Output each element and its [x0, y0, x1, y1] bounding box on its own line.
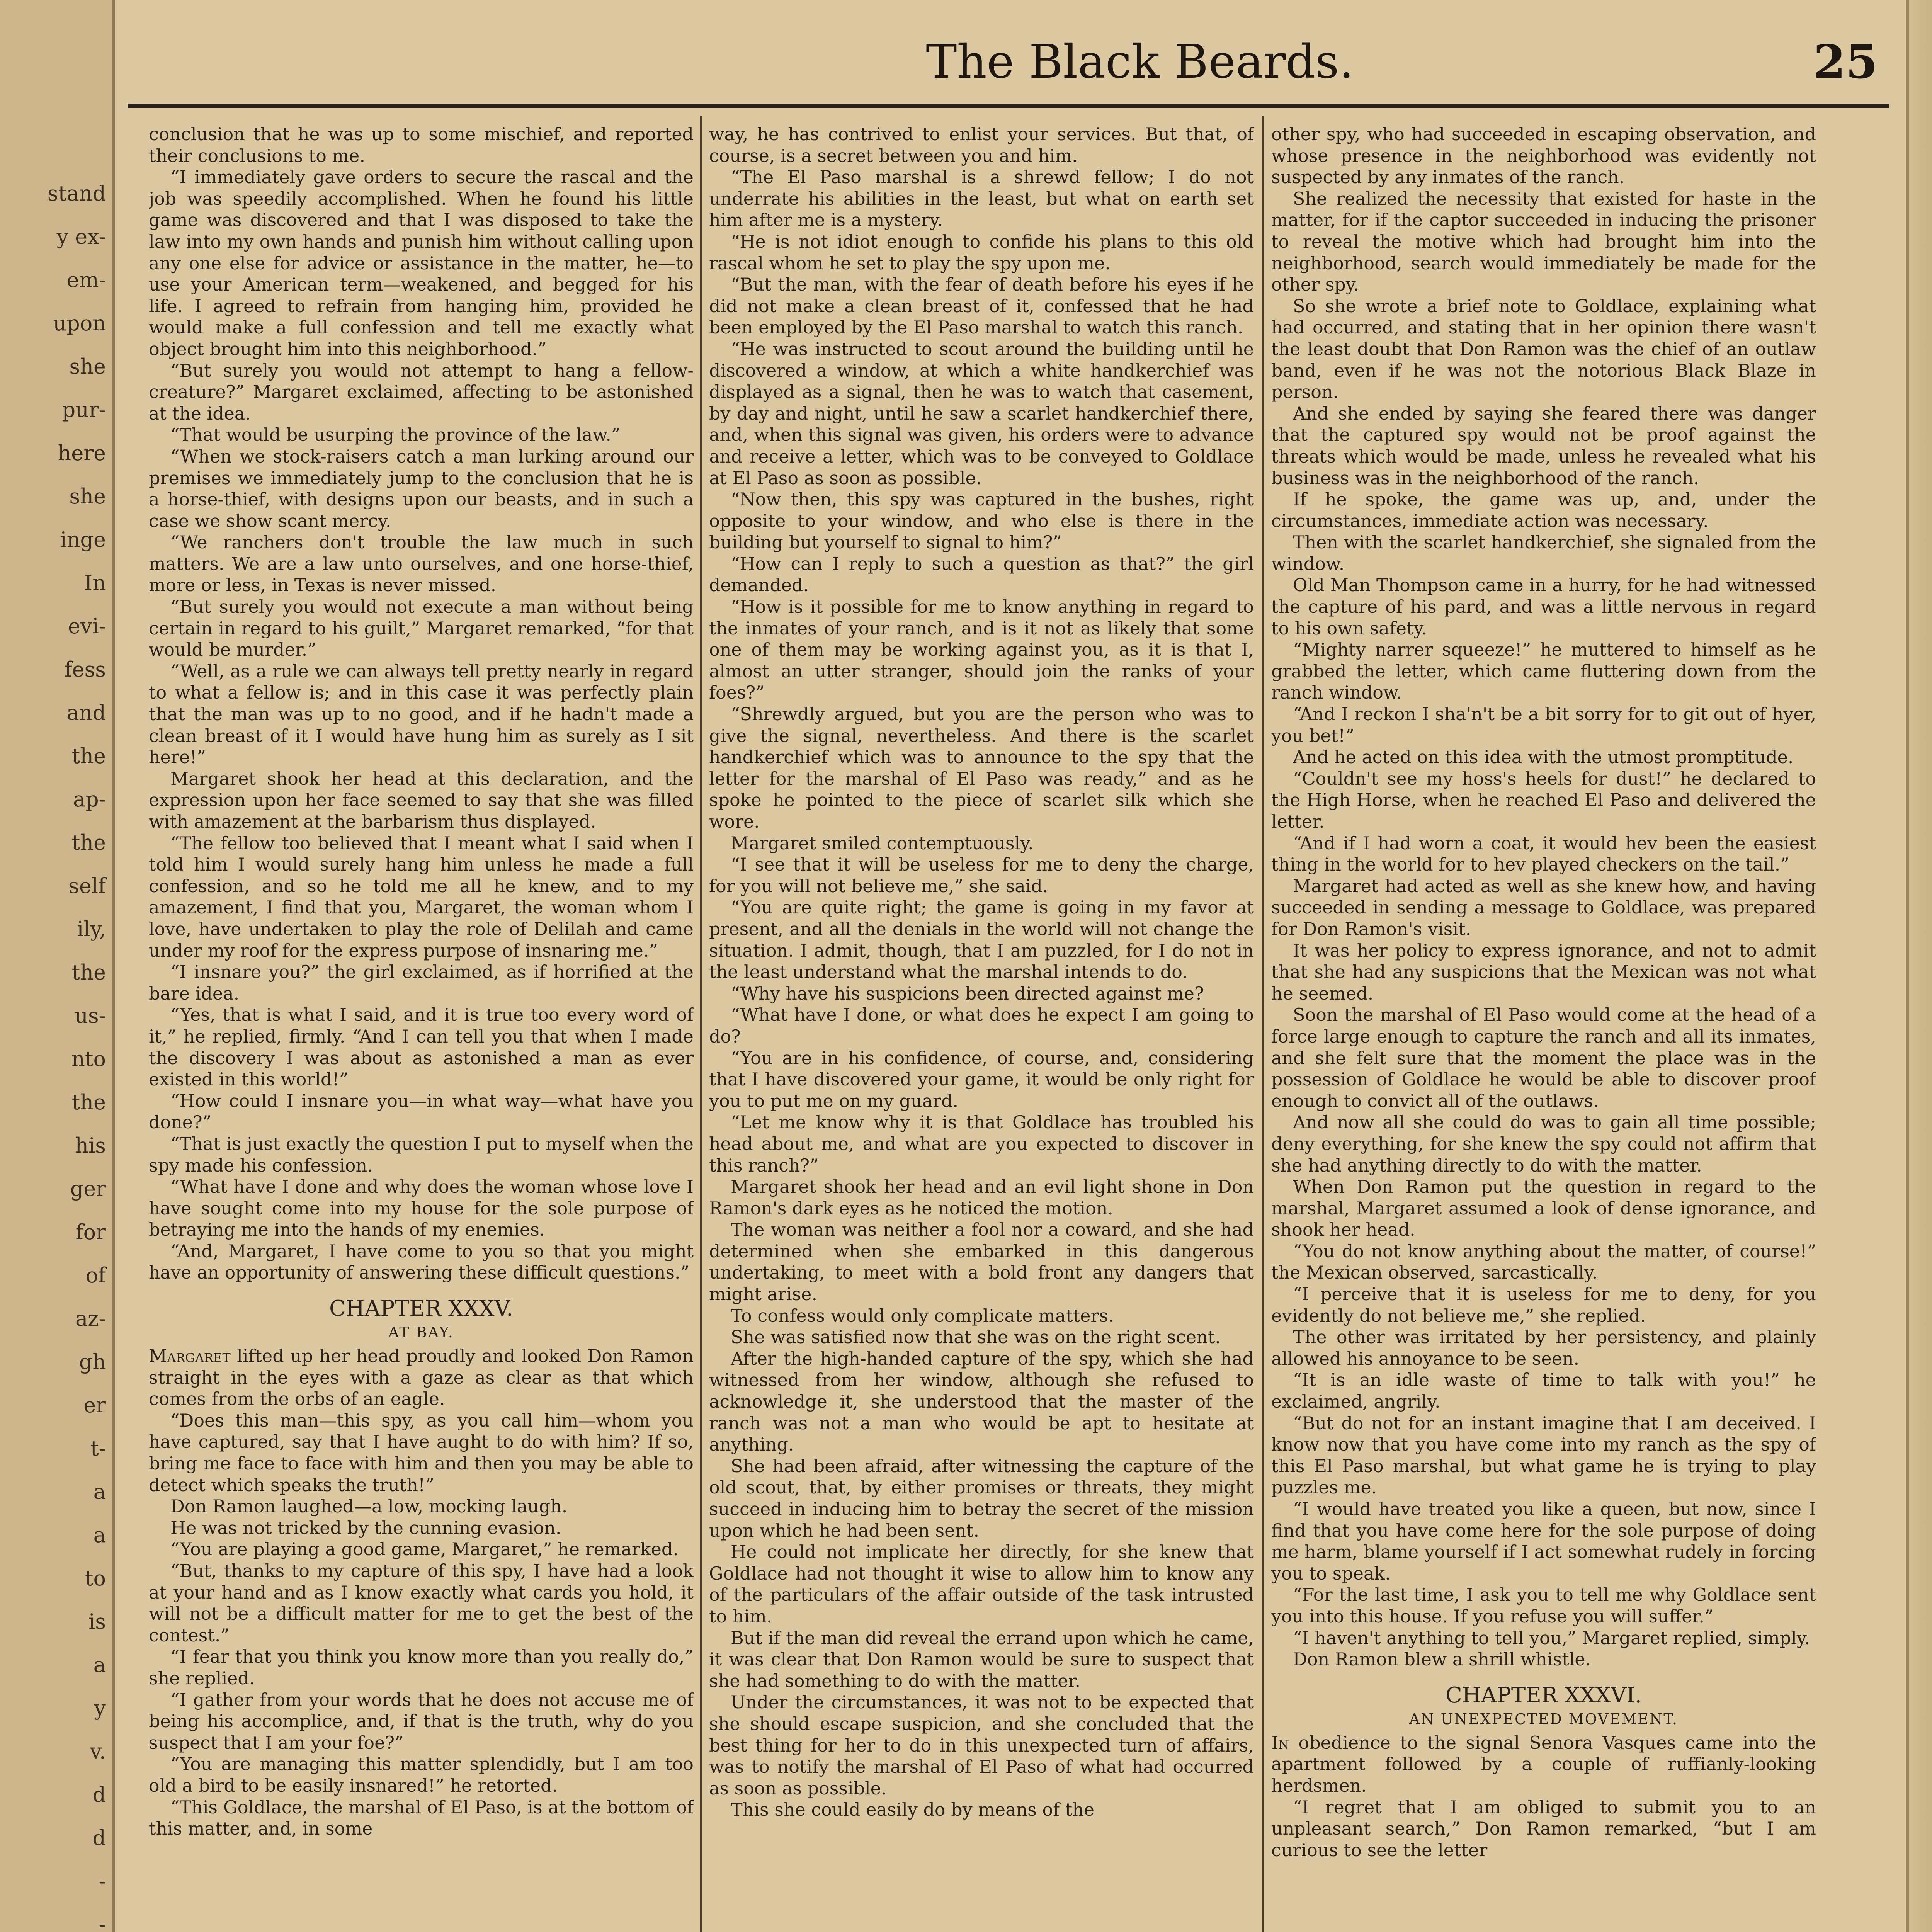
paragraph: “Now then, this spy was captured in the bushes, right opposite to your window, and who else is there in the building but yourself to signal to him?” [709, 489, 1254, 553]
adjacent-page-text-fragment: em- [66, 268, 106, 292]
chapter-subheading: AN UNEXPECTED MOVEMENT. [1409, 1710, 1679, 1728]
header-rule [128, 104, 1889, 108]
paragraph: “How could I insnare you—in what way—what have you done?” [149, 1090, 694, 1133]
paragraph: “Yes, that is what I said, and it is true too every word of it,” he replied, firmly. “And I can tell you that when I made the discovery I was about as astonished a man as ever existed in this world!” [149, 1004, 694, 1090]
adjacent-page-text-fragment: pur- [62, 398, 106, 422]
adjacent-page-text-fragment: a [93, 1653, 106, 1677]
adjacent-page-text-fragment: ger [70, 1177, 106, 1201]
paragraph: “I perceive that it is useless for me to deny, for you evidently do not believe me,” she replied. [1271, 1284, 1816, 1326]
adjacent-page-text-fragment: - [99, 1869, 106, 1893]
paragraph: “When we stock-raisers catch a man lurking around our premises we immediately jump to the conclusion that he is a horse-thief, with designs upon our beasts, and in such a case we show scant mercy. [149, 446, 694, 531]
adjacent-page-text-fragment: d [92, 1782, 106, 1807]
paragraph: “But, thanks to my capture of this spy, I have had a look at your hand and as I know exactly what cards you hold, it will not be a difficult matter for me to get the best of the contest.” [149, 1560, 694, 1646]
adjacent-page-text-fragment: ily, [77, 917, 106, 941]
paragraph: “That would be usurping the province of the law.” [170, 424, 621, 446]
adjacent-page-text-fragment: v. [90, 1739, 106, 1764]
paragraph: way, he has contrived to enlist your services. But that, of course, is a secret between you and him. [709, 124, 1254, 166]
adjacent-page-text-fragment: evi- [68, 614, 106, 638]
adjacent-page-text-fragment: - [99, 1912, 106, 1932]
paragraph: And he acted on this idea with the utmost promptitude. [1293, 747, 1794, 768]
adjacent-page-text-fragment: nto [71, 1047, 106, 1071]
adjacent-page-text-fragment: the [71, 960, 106, 985]
paragraph: Margaret shook her head at this declaration, and the expression upon her face seemed to say that she was filled with amazement at the barbarism thus displayed. [149, 768, 694, 832]
paragraph: She realized the necessity that existed for haste in the matter, for if the captor succeeded in inducing the prisoner to reveal the motive which had brought him into the neighborhood, search would immediately be made for the other spy. [1271, 188, 1816, 295]
paragraph: “I would have treated you like a queen, but now, since I find that you have come here for the sole purpose of doing me harm, blame yourself if I act somewhat rudely in forcing you to speak. [1271, 1498, 1816, 1584]
paragraph: If he spoke, the game was up, and, under the circumstances, immediate action was necessary. [1271, 489, 1816, 531]
paragraph: “This Goldlace, the marshal of El Paso, is at the bottom of this matter, and, in some [149, 1796, 694, 1839]
adjacent-page-text-fragment: a [93, 1480, 106, 1504]
paragraph: “For the last time, I ask you to tell me why Goldlace sent you into this house. If you refuse you will suffer.” [1271, 1584, 1816, 1627]
chapter-36-paragraphs [1271, 1732, 1816, 1861]
chapter-35-paragraphs [149, 1345, 694, 1840]
paragraph: To confess would only complicate matters. [731, 1305, 1114, 1326]
paragraph-text: lifted up her head proudly and looked Don Ramon straight in the eyes with a gaze as clear as that which comes from the orbs of an eagle. [149, 1345, 694, 1410]
paragraph: “What have I done and why does the woman whose love I have sought come into my house for the sole purpose of betraying me into the hands of my enemies. [149, 1176, 694, 1240]
column-1-paragraphs [149, 124, 694, 1284]
paragraph: Don Ramon blew a shrill whistle. [1293, 1649, 1591, 1670]
adjacent-page-text-fragment: inge [60, 527, 106, 552]
adjacent-page-text-fragment: self [68, 874, 106, 898]
adjacent-page-text-fragment: his [75, 1133, 106, 1158]
paragraph: “We ranchers don't trouble the law much in such matters. We are a law unto ourselves, and one horse-thief, more or less, in Texas is never missed. [149, 532, 694, 596]
paragraph: “You are playing a good game, Margaret,” he remarked. [170, 1539, 679, 1560]
paragraph: Margaret had acted as well as she knew how, and having succeeded in sending a message to Goldlace, was prepared for Don Ramon's visit. [1271, 875, 1816, 939]
paragraph: Soon the marshal of El Paso would come at the head of a force large enough to capture the ranch and all its inmates, and she felt sure that the moment the place was in the possession of Goldlace he would be able to discover proof enough to convict all of the outlaws. [1271, 1004, 1816, 1111]
paragraph: “You do not know anything about the matter, of course!” the Mexican observed, sarcastically. [1271, 1240, 1816, 1283]
adjacent-page-text-fragment: the [71, 1090, 106, 1114]
paragraph: It was her policy to express ignorance, and not to admit that she had any suspicions that the Mexican was not what he seemed. [1271, 940, 1816, 1004]
paragraph: Old Man Thompson came in a hurry, for he had witnessed the capture of his pard, and was a little nervous in regard to his own safety. [1271, 575, 1816, 639]
paragraph: “And I reckon I sha'n't be a bit sorry for to git out of hyer, you bet!” [1271, 704, 1816, 746]
chapter-lead-word: In [1271, 1732, 1289, 1753]
paragraph: “It is an idle waste of time to talk with you!” he exclaimed, angrily. [1271, 1369, 1816, 1412]
adjacent-page-text-fragment: us- [75, 1003, 106, 1028]
paragraph: “The fellow too believed that I meant what I said when I told him I would surely hang him unless he made a full confession, and so he told me all he knew, and to my amazement, I find that you, Margaret, the woman whom I love, have undertaken to play the role of Delilah and came under my roof for the express purpose of insnaring me.” [149, 832, 694, 961]
paragraph: “Why have his suspicions been directed against me? [731, 983, 1204, 1004]
paragraph: “He was instructed to scout around the building until he discovered a window, at which a white handkerchief was displayed as a signal, then he was to watch that casement, by day and night, until he saw a scarlet handkerchief there, and, when this signal was given, his orders were to advance and receive a letter, which was to be conveyed to Goldlace at El Paso as soon as possible. [709, 338, 1254, 488]
adjacent-page-edge [0, 0, 115, 1932]
adjacent-page-text-fragment: here [58, 441, 106, 465]
paragraph: “How can I reply to such a question as that?” the girl demanded. [709, 553, 1254, 596]
paragraph: She was satisfied now that she was on the right scent. [731, 1327, 1221, 1348]
text-column-3 [1271, 124, 1816, 1932]
paragraph: She had been afraid, after witnessing the capture of the old scout, that, by either promises or threats, they might succeed in inducing him to betray the secret of the mission upon which he had been sent. [709, 1455, 1254, 1541]
adjacent-page-text-fragment: ap- [73, 787, 106, 811]
adjacent-page-text-fragment: a [93, 1523, 106, 1547]
page-right-margin [1906, 0, 1932, 1932]
paragraph: “And, Margaret, I have come to you so that you might have an opportunity of answering these difficult questions.” [149, 1240, 694, 1283]
paragraph: Don Ramon laughed—a low, mocking laugh. [170, 1496, 568, 1517]
paragraph: “Let me know why it is that Goldlace has troubled his head about me, and what are you expected to discover in this ranch?” [709, 1112, 1254, 1176]
chapter-subheading: AT BAY. [388, 1324, 454, 1341]
adjacent-page-text-fragment: In [84, 571, 106, 595]
paragraph: When Don Ramon put the question in regard to the marshal, Margaret assumed a look of dense ignorance, and shook her head. [1271, 1176, 1816, 1240]
paragraph: “I regret that I am obliged to submit you to an unpleasant search,” Don Ramon remarked, “but I am curious to see the letter [1271, 1796, 1816, 1861]
paragraph: “I fear that you think you know more than you really do,” she replied. [149, 1646, 694, 1689]
adjacent-page-text-fragment: fess [64, 657, 106, 682]
paragraph: This she could easily do by means of the [731, 1799, 1095, 1820]
paragraph: Then with the scarlet handkerchief, she signaled from the window. [1271, 532, 1816, 574]
adjacent-page-text-fragment: y ex- [56, 224, 106, 249]
chapter-heading: CHAPTER XXXV. [329, 1296, 514, 1321]
paragraph: conclusion that he was up to some mischief, and reported their conclusions to me. [149, 124, 694, 166]
paragraph: “Mighty narrer squeeze!” he muttered to himself as he grabbed the letter, which came fluttering down from the ranch window. [1271, 639, 1816, 703]
paragraph: “Couldn't see my hoss's heels for dust!” he declared to the High Horse, when he reached El Paso and delivered the letter. [1271, 768, 1816, 832]
adjacent-page-text-fragment: she [69, 354, 106, 379]
adjacent-page-text-fragment: to [85, 1566, 106, 1590]
paragraph: “But surely you would not attempt to hang a fellow-creature?” Margaret exclaimed, affecting to be astonished at the idea. [149, 360, 694, 424]
column-2-paragraphs [709, 124, 1254, 1821]
adjacent-page-text-fragment: stand [48, 181, 106, 206]
paragraph: “I gather from your words that he does not accuse me of being his accomplice, and, if that is the truth, why do you suspect that I am your foe?” [149, 1689, 694, 1753]
paragraph [1271, 1732, 1816, 1797]
adjacent-page-text-fragment: of [85, 1263, 106, 1287]
paragraph: “But the man, with the fear of death before his eyes if he did not make a clean breast of it, confessed that he had been employed by the El Paso marshal to watch this ranch. [709, 274, 1254, 338]
paragraph: Margaret shook her head and an evil light shone in Don Ramon's dark eyes as he noticed the motion. [709, 1176, 1254, 1219]
paragraph: “You are quite right; the game is going in my favor at present, and all the denials in the world will not change the situation. I admit, though, that I am puzzled, for I do not in the least understand what the marshal intends to do. [709, 897, 1254, 983]
paragraph: “The El Paso marshal is a shrewd fellow; I do not underrate his abilities in the least, but what on earth set him after me is a mystery. [709, 167, 1254, 231]
paragraph: “How is it possible for me to know anything in regard to the inmates of your ranch, and is it not as likely that some one of them may be working against you, as it is that I, almost an utter stranger, should join the ranks of your foes?” [709, 596, 1254, 703]
paragraph: He could not implicate her directly, for she knew that Goldlace had not thought it wise to allow him to know any of the particulars of the affair outside of the task intrusted to him. [709, 1541, 1254, 1627]
adjacent-page-text-fragment: er [83, 1393, 106, 1417]
paragraph: “I immediately gave orders to secure the rascal and the job was speedily accomplished. When he found his little game was discovered and that I was disposed to take the law into my own hands and punish him without calling upon any one else for advice or assistance in the matter, he—to use your American term—weakened, and begged for his life. I agreed to refrain from hanging him, provided he would make a full confession and tell me exactly what object brought him into this neighborhood.” [149, 167, 694, 359]
chapter-heading: CHAPTER XXXVI. [1446, 1682, 1642, 1708]
adjacent-page-text-fragment: is [88, 1609, 106, 1634]
adjacent-page-text-fragment: and [66, 701, 106, 725]
text-column-1 [149, 124, 694, 1932]
paragraph: Under the circumstances, it was not to be expected that she should escape suspicion, and she concluded that the best thing for her to do in this unexpected turn of affairs, was to notify the marshal of El Paso of what had occurred as soon as possible. [709, 1692, 1254, 1799]
paragraph: “You are in his confidence, of course, and, considering that I have discovered your game, it would be only right for you to put me on my guard. [709, 1047, 1254, 1111]
paragraph: “I insnare you?” the girl exclaimed, as if horrified at the bare idea. [149, 961, 694, 1004]
paragraph-text: obedience to the signal Senora Vasques came into the apartment followed by a couple of ruffianly-looking herdsmen. [1271, 1732, 1816, 1796]
paragraph: “And if I had worn a coat, it would hev been the easiest thing in the world for to hev played checkers on the tail.” [1271, 832, 1816, 875]
text-column-2 [709, 124, 1254, 1932]
paragraph: “You are managing this matter splendidly, but I am too old a bird to be easily insnared!” he retorted. [149, 1753, 694, 1796]
adjacent-page-text-fragment: az- [75, 1306, 106, 1331]
paragraph: But if the man did reveal the errand upon which he came, it was clear that Don Ramon would be sure to suspect that she had something to do with the matter. [709, 1627, 1254, 1691]
paragraph: “Does this man—this spy, as you call him—whom you have captured, say that I have aught to do with him? If so, bring me face to face with him and then you may be able to detect which speaks the truth!” [149, 1410, 694, 1495]
paragraph: And she ended by saying she feared there was danger that the captured spy would not be proof against the threats which would be made, unless he revealed what his business was in the neighborhood of the ranch. [1271, 403, 1816, 488]
adjacent-page-text-fragment: gh [79, 1350, 106, 1374]
page-header-title: The Black Beards. [926, 35, 1354, 89]
paragraph: The woman was neither a fool nor a coward, and she had determined when she embarked in this dangerous undertaking, to meet with a bold front any dangers that might arise. [709, 1219, 1254, 1305]
paragraph: The other was irritated by her persistency, and plainly allowed his annoyance to be seen. [1271, 1327, 1816, 1369]
paragraph: “He is not idiot enough to confide his plans to this old rascal whom he set to play the spy upon me. [709, 231, 1254, 274]
paragraph: “But surely you would not execute a man without being certain in regard to his guilt,” Margaret remarked, “for that would be murder.” [149, 596, 694, 660]
adjacent-page-text-fragment: d [92, 1826, 106, 1850]
paragraph: “I haven't anything to tell you,” Margaret replied, simply. [1293, 1627, 1810, 1648]
column-3-paragraphs [1271, 124, 1816, 1670]
adjacent-page-text-fragment: the [71, 744, 106, 768]
page-number: 25 [1813, 35, 1878, 89]
paragraph: So she wrote a brief note to Goldlace, explaining what had occurred, and stating that in her opinion there wasn't the least doubt that Don Ramon was the chief of an outlaw band, even if he was not the notorious Black Blaze in person. [1271, 295, 1816, 403]
paragraph: “That is just exactly the question I put to myself when the spy made his confession. [149, 1133, 694, 1176]
paragraph: And now all she could do was to gain all time possible; deny everything, for she knew the spy could not affirm that she had anything directly to do with the matter. [1271, 1112, 1816, 1176]
adjacent-page-text-fragment: y [94, 1696, 106, 1720]
paragraph: “What have I done, or what does he expect I am going to do? [709, 1004, 1254, 1047]
paragraph: “I see that it will be useless for me to deny the charge, for you will not believe me,” she said. [709, 854, 1254, 896]
adjacent-page-text-fragment: for [75, 1220, 106, 1244]
adjacent-page-text-fragment: the [71, 830, 106, 855]
chapter-lead-word: Margaret [149, 1345, 231, 1367]
paragraph: Margaret smiled contemptuously. [731, 832, 1034, 854]
column-divider [1262, 116, 1264, 1932]
paragraph: “Shrewdly argued, but you are the person who was to give the signal, nevertheless. And there is the scarlet handkerchief which was to announce to the spy that the letter for the marshal of El Paso was ready,” and as he spoke he pointed to the piece of scarlet silk which she wore. [709, 704, 1254, 832]
adjacent-page-text-fragment: she [69, 484, 106, 509]
column-divider [700, 116, 702, 1932]
adjacent-page-text-fragment: upon [53, 311, 106, 335]
paragraph: “Well, as a rule we can always tell pretty nearly in regard to what a fellow is; and in this case it was perfectly plain that the man was up to no good, and if he hadn't made a clean breast of it I would have hung him as surely as I sit here!” [149, 660, 694, 768]
paragraph: After the high-handed capture of the spy, which she had witnessed from her window, although she refused to acknowledge it, she understood that the master of the ranch was not a man who would be apt to hesitate at anything. [709, 1348, 1254, 1455]
paragraph: other spy, who had succeeded in escaping observation, and whose presence in the neighborhood was evidently not suspected by any inmates of the ranch. [1271, 124, 1816, 188]
paragraph: He was not tricked by the cunning evasion. [170, 1517, 561, 1538]
paragraph [149, 1345, 694, 1410]
paragraph: “But do not for an instant imagine that I am deceived. I know now that you have come into my ranch as the spy of this El Paso marshal, but what game he is trying to play puzzles me. [1271, 1412, 1816, 1498]
adjacent-page-text-fragment: t- [90, 1436, 106, 1461]
